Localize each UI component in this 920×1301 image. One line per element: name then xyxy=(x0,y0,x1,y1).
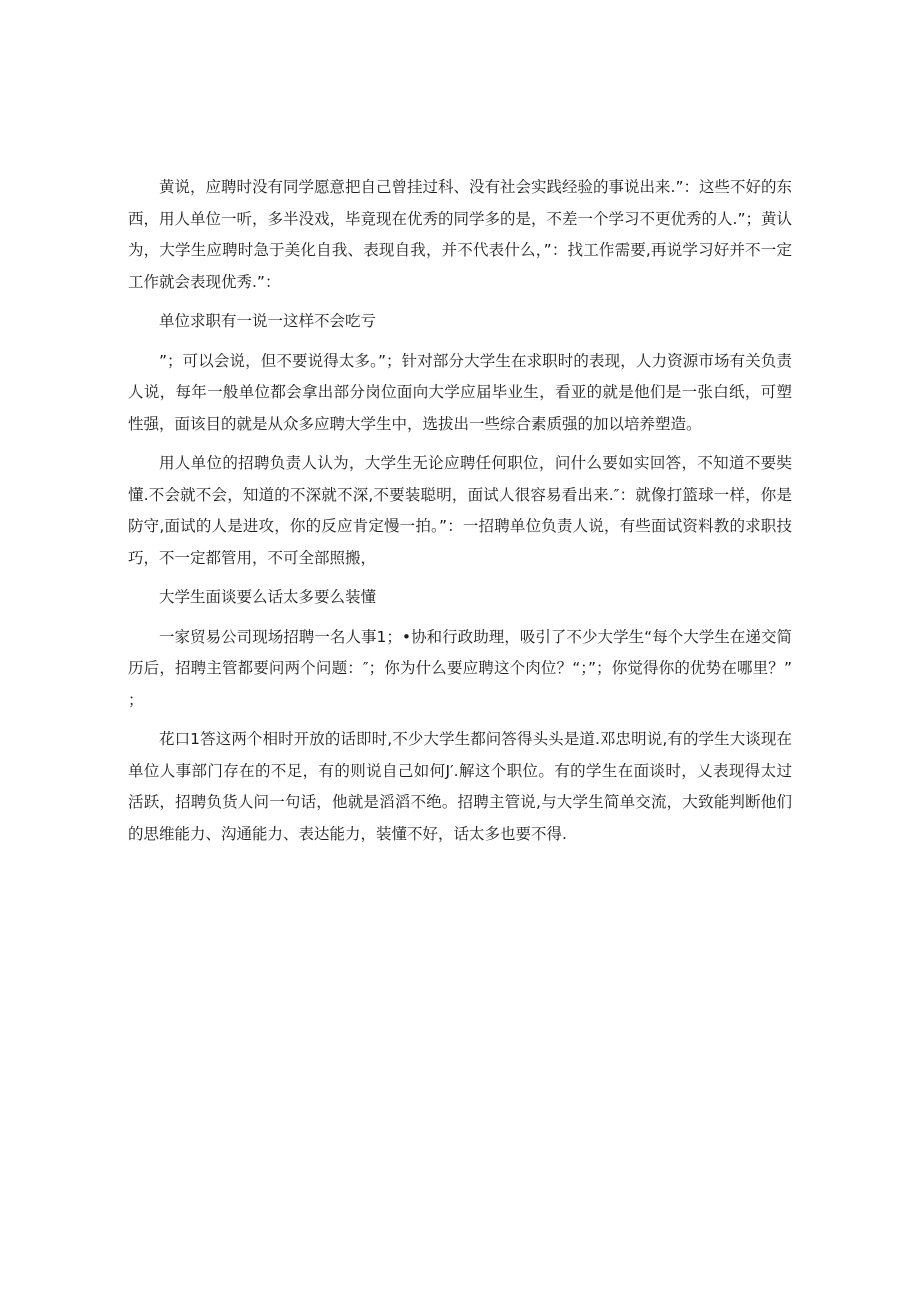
document-body xyxy=(128,172,792,858)
section-heading-1: 单位求职有一说一这样不会吃亏 xyxy=(159,312,377,330)
section-heading-2: 大学生面谈要么话太多要么装懂 xyxy=(159,588,377,606)
paragraph-4: 一家贸易公司现场招聘一名人事1；•协和行政助理，吸引了不少大学生“每个大学生在递交简历后，招聘主管都要问两个问题：″；你为什么要应聘这个肉位？“；”；你觉得你的优势在哪里？”； xyxy=(128,627,792,709)
paragraph-3: 用人单位的招聘负责人认为，大学生无论应聘任何职位，问什么要如实回答，不知道不要奘懂.不会就不会，知道的不深就不深,不要装聪明，面试人很容易看出来.″：就像打篮球一样，你是防守,面试的人是进攻，你的反应肯定慢一拍。”：一招聘单位负责人说，有些面试资料教的求职技巧，不一定都管用，不可全部照搬， xyxy=(128,454,792,567)
paragraph-1: 黄说，应聘时没有同学愿意把自己曾挂过科、没有社会实践经验的事说出来.”：这些不好的东西，用人单位一听，多半没戏，毕竟现在优秀的同学多的是，不差一个学习不更优秀的人.”；黄认为，大学生应聘时急于美化自我、表现自我，并不代表什么，”：找工作需要,再说学习好并不一定工作就会表现优秀.”： xyxy=(128,178,792,291)
paragraph-2: ”；可以会说，但不要说得太多。”；针对部分大学生在求职时的表现，人力资源市场有关负责人说，每年一般单位都会拿出部分岗位面向大学应届毕业生，看亚的就是他们是一张白纸，可塑性强，面该目的就是从众多应聘大学生中，选拔出一些综合素质强的加以培养塑造。 xyxy=(128,351,792,433)
paragraph-5: 花口1答这两个相时开放的话即时,不少大学生都问答得头头是道.邓忠明说,有的学生大谈现在单位人事部门存在的不足，有的则说自己如何J′.解这个职位。有的学生在面谈时，乂表现得太过活跃，招聘负货人问一句话，他就是滔滔不绝。招聘主管说,与大学生简单交流，大致能判断他们的思维能力、沟通能力、表达能力，装懂不好，话太多也要不得. xyxy=(128,730,792,843)
